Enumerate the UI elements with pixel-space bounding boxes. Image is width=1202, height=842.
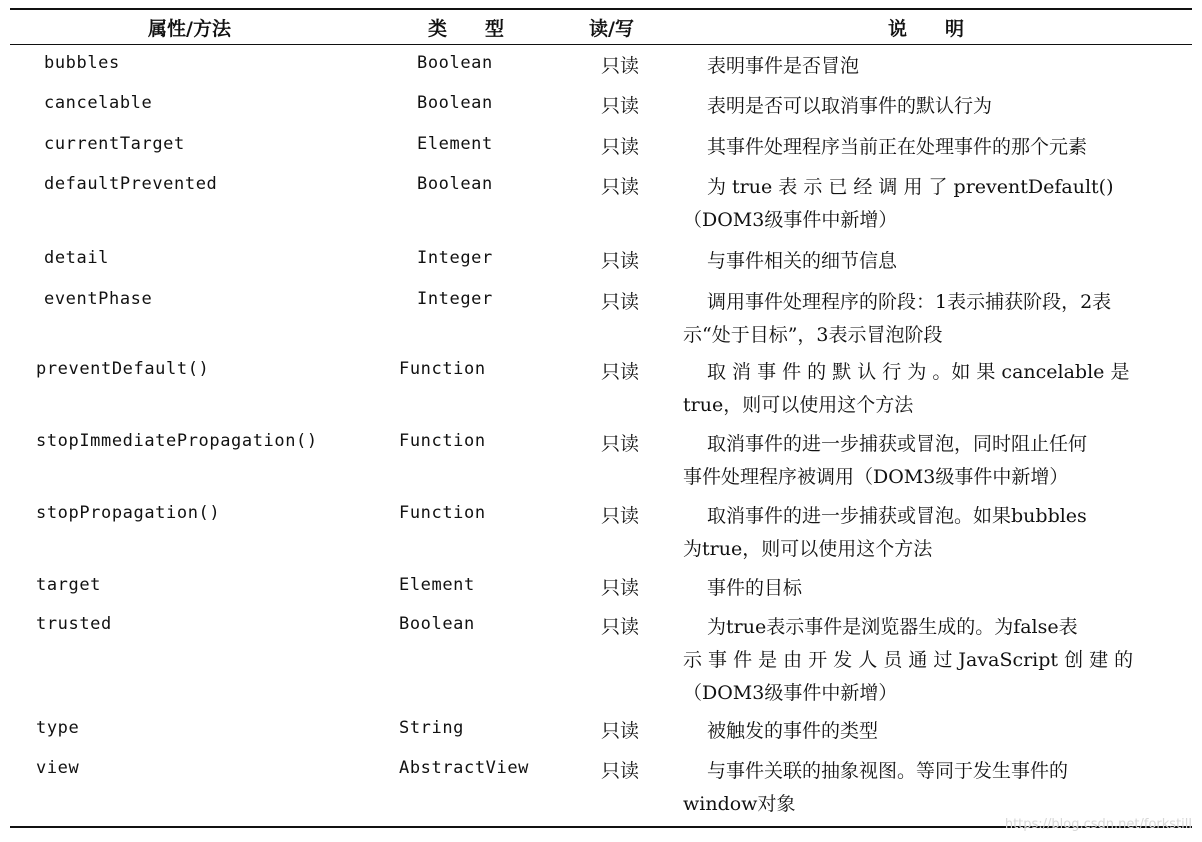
row-readwrite: 只读 <box>601 361 640 383</box>
row-description <box>683 755 1179 821</box>
row-property-name: defaultPrevented <box>44 174 218 194</box>
row-description <box>683 90 1179 123</box>
row-description <box>683 356 1179 422</box>
header-col-description: 说 明 <box>888 18 965 40</box>
row-type: Boolean <box>417 53 493 73</box>
row-type: String <box>399 718 465 738</box>
row-property-name: stopPropagation() <box>36 503 221 523</box>
row-description-line: 事件处理程序被调用（DOM3级事件中新增） <box>683 466 1069 488</box>
row-description <box>683 572 1179 605</box>
row-readwrite: 只读 <box>601 577 640 599</box>
row-description-line: 为true表示事件是浏览器生成的。为false表 <box>707 616 1078 638</box>
row-readwrite: 只读 <box>601 250 640 272</box>
row-readwrite: 只读 <box>601 291 640 313</box>
row-type: AbstractView <box>399 758 530 778</box>
row-description-line: window对象 <box>683 793 796 815</box>
row-description-line: 取消事件的进一步捕获或冒泡。如果bubbles <box>707 505 1087 527</box>
row-readwrite: 只读 <box>601 616 640 638</box>
header-col-type: 类 型 <box>428 18 505 40</box>
header-rule <box>10 44 1192 45</box>
row-type: Function <box>399 359 486 379</box>
header-col-readwrite: 读/写 <box>589 18 634 40</box>
header-col-property: 属性/方法 <box>148 18 231 40</box>
row-property-name: target <box>36 575 102 595</box>
row-description-line: （DOM3级事件中新增） <box>683 682 898 704</box>
row-description-line: 被触发的事件的类型 <box>707 720 879 742</box>
row-property-name: bubbles <box>44 53 120 73</box>
row-description-line: 示 事 件 是 由 开 发 人 员 通 过 JavaScript 创 建 的 <box>683 649 1134 671</box>
row-readwrite: 只读 <box>601 55 640 77</box>
row-type: Function <box>399 431 486 451</box>
row-property-name: type <box>36 718 80 738</box>
row-description-line: 事件的目标 <box>707 577 803 599</box>
row-description-line: 为true，则可以使用这个方法 <box>683 538 933 560</box>
row-description <box>683 171 1179 237</box>
row-description <box>683 611 1179 710</box>
row-description-line: （DOM3级事件中新增） <box>683 209 898 231</box>
row-description-line: 为 true 表 示 已 经 调 用 了 preventDefault() <box>707 176 1114 198</box>
row-description-line: true，则可以使用这个方法 <box>683 394 914 416</box>
row-type: Element <box>417 134 493 154</box>
row-type: Boolean <box>417 174 493 194</box>
row-description-line: 示“处于目标”，3表示冒泡阶段 <box>683 324 943 346</box>
row-type: Function <box>399 503 486 523</box>
row-type: Integer <box>417 248 493 268</box>
row-description <box>683 245 1179 278</box>
row-description <box>683 286 1179 352</box>
row-description <box>683 428 1179 494</box>
row-type: Boolean <box>417 93 493 113</box>
row-readwrite: 只读 <box>601 95 640 117</box>
row-description <box>683 500 1179 566</box>
row-description-line: 与事件相关的细节信息 <box>707 250 898 272</box>
row-description-line: 调用事件处理程序的阶段：1表示捕获阶段，2表 <box>707 291 1112 313</box>
row-property-name: cancelable <box>44 93 153 113</box>
row-property-name: detail <box>44 248 110 268</box>
row-description-line: 取 消 事 件 的 默 认 行 为 。如 果 cancelable 是 <box>707 361 1130 383</box>
row-property-name: view <box>36 758 80 778</box>
row-description-line: 其事件处理程序当前正在处理事件的那个元素 <box>707 136 1088 158</box>
row-description-line: 表明事件是否冒泡 <box>707 55 860 77</box>
row-property-name: trusted <box>36 614 112 634</box>
row-readwrite: 只读 <box>601 505 640 527</box>
row-type: Boolean <box>399 614 475 634</box>
row-type: Element <box>399 575 475 595</box>
row-property-name: stopImmediatePropagation() <box>36 431 318 451</box>
row-type: Integer <box>417 289 493 309</box>
row-description-line: 与事件关联的抽象视图。等同于发生事件的 <box>707 760 1069 782</box>
row-readwrite: 只读 <box>601 720 640 742</box>
row-description <box>683 50 1179 83</box>
row-description-line: 取消事件的进一步捕获或冒泡，同时阻止任何 <box>707 433 1088 455</box>
row-readwrite: 只读 <box>601 176 640 198</box>
row-description <box>683 715 1179 748</box>
row-readwrite: 只读 <box>601 136 640 158</box>
row-property-name: preventDefault() <box>36 359 210 379</box>
row-property-name: eventPhase <box>44 289 153 309</box>
row-readwrite: 只读 <box>601 760 640 782</box>
row-description <box>683 131 1179 164</box>
watermark: https://blog.csdn.net/forkstill <box>1004 817 1192 832</box>
top-rule <box>10 8 1192 10</box>
row-readwrite: 只读 <box>601 433 640 455</box>
row-property-name: currentTarget <box>44 134 185 154</box>
row-description-line: 表明是否可以取消事件的默认行为 <box>707 95 993 117</box>
